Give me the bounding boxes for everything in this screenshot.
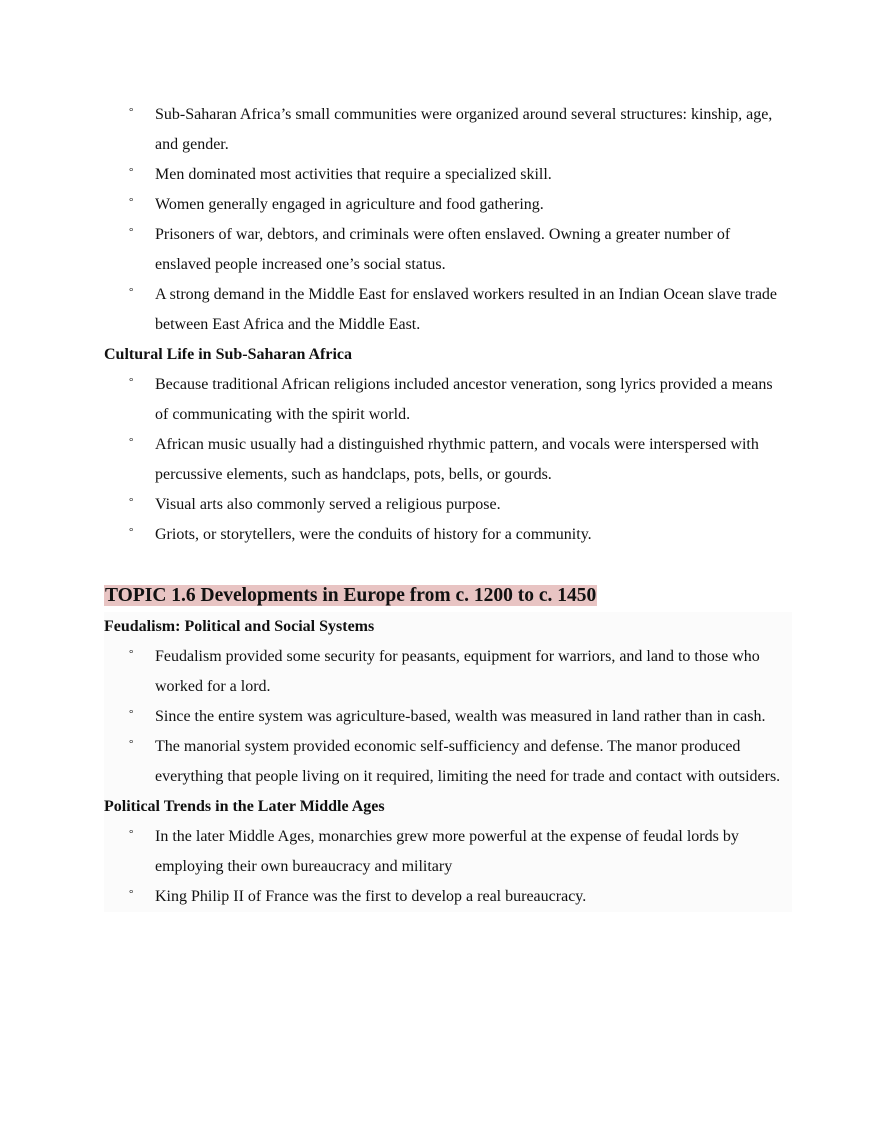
list-item-text: Visual arts also commonly served a religious purpose. bbox=[155, 496, 501, 513]
bullet-icon: ° bbox=[129, 226, 134, 238]
list-item-text: King Philip II of France was the first to develop a real bureaucracy. bbox=[155, 888, 587, 905]
bullet-icon: ° bbox=[129, 106, 134, 118]
cultural-life-list bbox=[104, 370, 784, 550]
bullet-icon: ° bbox=[129, 708, 134, 720]
list-item bbox=[129, 280, 784, 340]
bullet-icon: ° bbox=[129, 286, 134, 298]
europe-section bbox=[104, 612, 792, 912]
list-item bbox=[129, 520, 784, 550]
list-item-text: Because traditional African religions included ancestor veneration, song lyrics provided a means of communicating with the spirit world. bbox=[155, 376, 773, 423]
bullet-icon: ° bbox=[129, 888, 134, 900]
list-item-text: Feudalism provided some security for peasants, equipment for warriors, and land to those who worked for a lord. bbox=[155, 648, 760, 695]
cultural-life-heading: Cultural Life in Sub-Saharan Africa bbox=[104, 346, 353, 363]
bullet-icon: ° bbox=[129, 166, 134, 178]
list-item bbox=[129, 100, 784, 160]
document-page bbox=[104, 100, 784, 912]
list-item bbox=[129, 430, 784, 490]
bullet-icon: ° bbox=[129, 738, 134, 750]
bullet-icon: ° bbox=[129, 496, 134, 508]
political-trends-heading: Political Trends in the Later Middle Ages bbox=[104, 798, 385, 815]
list-item-text: African music usually had a distinguished rhythmic pattern, and vocals were interspersed with percussive elements, such as handclaps, pots, bells, or gourds. bbox=[155, 436, 759, 483]
list-item bbox=[129, 642, 792, 702]
list-item bbox=[129, 220, 784, 280]
section1-list bbox=[104, 100, 784, 340]
bullet-icon: ° bbox=[129, 436, 134, 448]
list-item bbox=[129, 370, 784, 430]
list-item-text: Sub-Saharan Africa’s small communities were organized around several structures: kinship, age, and gender. bbox=[155, 106, 773, 153]
list-item-text: The manorial system provided economic self-sufficiency and defense. The manor produced everything that people living on it required, limiting the need for trade and contact with outsiders. bbox=[155, 738, 781, 785]
bullet-icon: ° bbox=[129, 196, 134, 208]
feudalism-heading: Feudalism: Political and Social Systems bbox=[104, 618, 375, 635]
list-item bbox=[129, 882, 792, 912]
bullet-icon: ° bbox=[129, 648, 134, 660]
topic-heading bbox=[104, 581, 784, 612]
bullet-icon: ° bbox=[129, 526, 134, 538]
list-item-text: Prisoners of war, debtors, and criminals were often enslaved. Owning a greater number of enslaved people increased one’s social status. bbox=[155, 226, 731, 273]
topic-title: TOPIC 1.6 Developments in Europe from c. 1200 to c. 1450 bbox=[105, 585, 597, 606]
list-item-text: In the later Middle Ages, monarchies grew more powerful at the expense of feudal lords by employing their own bureaucracy and military bbox=[155, 828, 739, 875]
bullet-icon: ° bbox=[129, 828, 134, 840]
list-item bbox=[129, 190, 784, 220]
political-trends-list bbox=[104, 822, 792, 912]
list-item bbox=[129, 160, 784, 190]
list-item bbox=[129, 822, 792, 882]
list-item bbox=[129, 702, 792, 732]
list-item bbox=[129, 732, 792, 792]
list-item-text: A strong demand in the Middle East for enslaved workers resulted in an Indian Ocean slave trade between East Africa and the Middle East. bbox=[155, 286, 778, 333]
list-item-text: Since the entire system was agriculture-based, wealth was measured in land rather than in cash. bbox=[155, 708, 766, 725]
bullet-icon: ° bbox=[129, 376, 134, 388]
list-item-text: Griots, or storytellers, were the conduits of history for a community. bbox=[155, 526, 592, 543]
list-item bbox=[129, 490, 784, 520]
list-item-text: Men dominated most activities that require a specialized skill. bbox=[155, 166, 552, 183]
list-item-text: Women generally engaged in agriculture and food gathering. bbox=[155, 196, 544, 213]
feudalism-list bbox=[104, 642, 792, 792]
